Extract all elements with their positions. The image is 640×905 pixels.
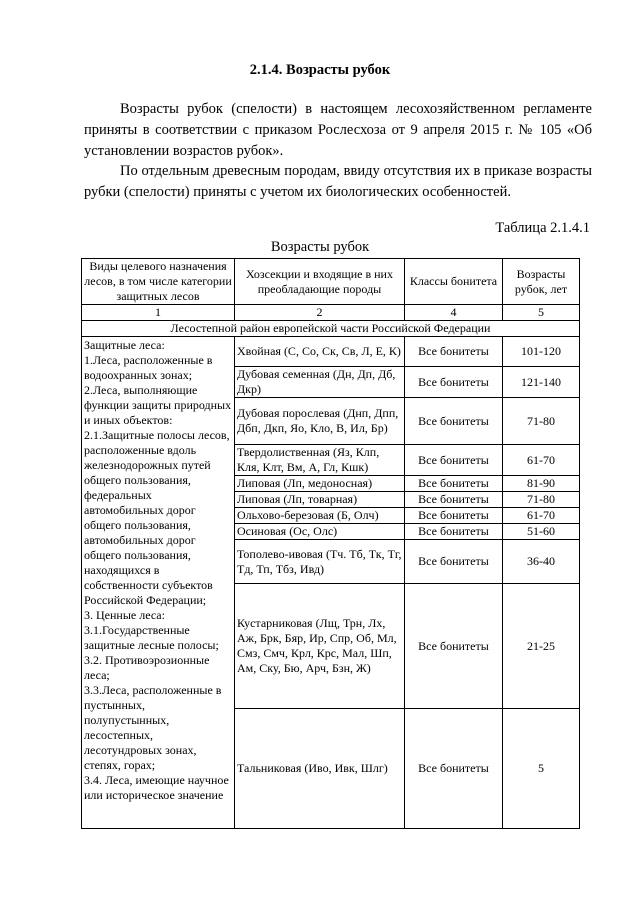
bonitet-cell: Все бонитеты	[405, 508, 503, 524]
section-cell: Дубовая порослевая (Днп, Дпп, Дбп, Дкп, Яо, Кло, В, Ил, Бр)	[235, 398, 405, 445]
column-number-row	[82, 305, 580, 321]
section-cell: Ольхово-березовая (Б, Олч)	[235, 508, 405, 524]
age-cell: 21-25	[503, 584, 580, 709]
bonitet-cell: Все бонитеты	[405, 445, 503, 476]
bonitet-cell: Все бонитеты	[405, 367, 503, 398]
age-cell: 71-80	[503, 398, 580, 445]
section-cell: Тополево-ивовая (Тч. Тб, Тк, Тг, Тд, Тп, Тбз, Ивд)	[235, 540, 405, 584]
section-cell: Липовая (Лп, медоносная)	[235, 476, 405, 492]
section-cell: Тальниковая (Иво, Ивк, Шлг)	[235, 709, 405, 829]
region-label: Лесостепной район европейской части Российской Федерации	[82, 321, 580, 337]
age-cell: 61-70	[503, 508, 580, 524]
paragraph-exceptions: По отдельным древесным породам, ввиду отсутствия их в приказе возрасты рубки (спелости) приняты с учетом их биологических особенностей.	[84, 163, 592, 200]
age-cell: 71-80	[503, 492, 580, 508]
table-number: Таблица 2.1.4.1	[495, 220, 590, 236]
table-header-row	[82, 259, 580, 305]
bonitet-cell: Все бонитеты	[405, 398, 503, 445]
header-bonitet: Классы бонитета	[405, 259, 503, 305]
bonitet-cell: Все бонитеты	[405, 540, 503, 584]
table-row	[82, 337, 580, 367]
section-cell: Дубовая семенная (Дн, Дп, Дб, Дкр)	[235, 367, 405, 398]
column-number: 5	[503, 305, 580, 321]
age-cell: 81-90	[503, 476, 580, 492]
header-purpose: Виды целевого назначения лесов, в том числе категории защитных лесов	[82, 259, 235, 305]
column-number: 4	[405, 305, 503, 321]
section-cell: Хвойная (С, Со, Ск, Св, Л, Е, К)	[235, 337, 405, 367]
age-cell: 36-40	[503, 540, 580, 584]
cutting-age-table	[81, 258, 580, 829]
age-cell: 121-140	[503, 367, 580, 398]
section-cell: Липовая (Лп, товарная)	[235, 492, 405, 508]
bonitet-cell: Все бонитеты	[405, 709, 503, 829]
section-cell: Твердолиственная (Яз, Клп, Кля, Клт, Вм, А, Гл, Кшк)	[235, 445, 405, 476]
age-cell: 51-60	[503, 524, 580, 540]
bonitet-cell: Все бонитеты	[405, 492, 503, 508]
header-age: Возрасты рубок, лет	[503, 259, 580, 305]
section-title: 2.1.4. Возрасты рубок	[249, 62, 391, 78]
section-cell: Осиновая (Ос, Олс)	[235, 524, 405, 540]
age-cell: 5	[503, 709, 580, 829]
bonitet-cell: Все бонитеты	[405, 584, 503, 709]
table-title: Возрасты рубок	[270, 239, 370, 255]
category-cell	[82, 337, 235, 829]
category-text: Защитные леса: 1.Леса, расположенные в водоохранных зонах; 2.Леса, выполняющие функции защиты природных и иных объектов: 2.1.Защитные полосы лесов, расположенные вдоль железнодорожных путей общего пользования, федеральных автомобильных дорог общего пользования, автомобильных дорог общего пользования, находящихся в собственности субъектов Российской Федерации; 3. Ценные леса: 3.1.Государственные защитные лесные полосы; 3.2. Противоэрозионные леса; 3.3.Леса, расположенные в пустынных, полупустынных, лесостепных, лесотундровых зонах, степях, горах; 3.4. Леса, имеющие научное или историческое значение	[84, 338, 232, 802]
bonitet-cell: Все бонитеты	[405, 476, 503, 492]
age-cell: 101-120	[503, 337, 580, 367]
header-section: Хозсекции и входящие в них преобладающие породы	[235, 259, 405, 305]
column-number: 2	[235, 305, 405, 321]
section-cell: Кустарниковая (Лщ, Трн, Лх, Аж, Брк, Бяр, Ир, Спр, Об, Мл, Смз, Смч, Крл, Крс, Мал, Шп, Ам, Ску, Бю, Арч, Бзн, Ж)	[235, 584, 405, 709]
bonitet-cell: Все бонитеты	[405, 524, 503, 540]
region-row	[82, 321, 580, 337]
bonitet-cell: Все бонитеты	[405, 337, 503, 367]
column-number: 1	[82, 305, 235, 321]
paragraph-intro: Возрасты рубок (спелости) в настоящем лесохозяйственном регламенте приняты в соответствии с приказом Рослесхоза от 9 апреля 2015 г. № 105 «Об установлении возрастов рубок».	[84, 101, 592, 159]
age-cell: 61-70	[503, 445, 580, 476]
